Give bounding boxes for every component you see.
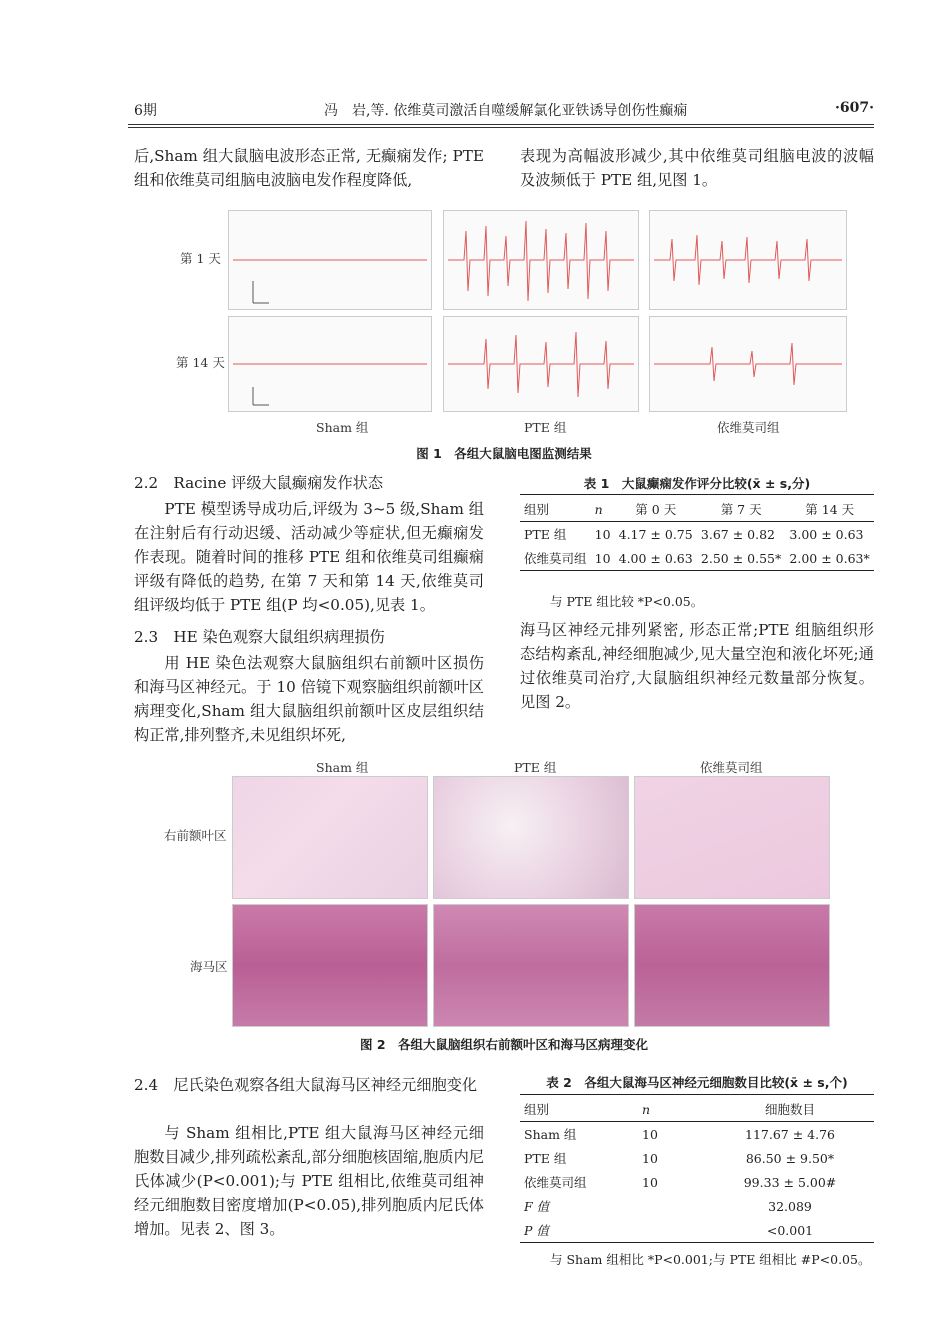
- fig1-col-label-everolimus: 依维莫司组: [717, 420, 780, 435]
- table-cell: 4.17 ± 0.75: [618, 526, 693, 542]
- eeg-sham-day1: [228, 210, 432, 310]
- table-row: [520, 546, 874, 571]
- table1-header-cell: 第 14 天: [805, 502, 855, 517]
- running-header: [134, 96, 874, 120]
- table1-title: 表 1 大鼠癫痫发作评分比较(x̄ ± s,分): [583, 476, 811, 491]
- table-row: [520, 1146, 874, 1170]
- table-cell: [638, 1218, 706, 1243]
- table-row: [520, 522, 874, 547]
- table-cell: 10: [642, 1126, 658, 1142]
- table1: [520, 497, 874, 571]
- table2-title: 表 2 各组大鼠海马区神经元细胞数目比较(x̄ ± s,个): [546, 1075, 848, 1090]
- table1-header-cell: 第 0 天: [635, 502, 677, 517]
- he-sham-hippocampus-image: [232, 904, 428, 1027]
- table-cell: 32.089: [768, 1198, 812, 1214]
- table2-header-cell: n: [642, 1101, 651, 1117]
- section-2-3-right-text: 海马区神经元排列紧密, 形态正常;PTE 组脑组织形态结构紊乱,神经细胞减少,见大量空泡和液化坏死;通过依维莫司治疗,大鼠脑组织神经元数量部分恢复。见图 2。: [520, 621, 874, 711]
- table-cell: 依维莫司组: [524, 551, 587, 566]
- table1-note: 与 PTE 组比较 *P<0.05。: [550, 594, 704, 609]
- table2-header-row: [520, 1097, 874, 1122]
- table-cell: 10: [642, 1174, 658, 1190]
- he-pte-prefrontal-image: [433, 776, 629, 899]
- table2-note: 与 Sham 组相比 *P<0.001;与 PTE 组相比 #P<0.05。: [550, 1252, 871, 1267]
- table-cell: Sham 组: [524, 1127, 577, 1142]
- eeg-sham-day14: [228, 316, 432, 412]
- table-cell: 10: [642, 1150, 658, 1166]
- table-cell: 依维莫司组: [524, 1175, 587, 1190]
- he-everolimus-hippocampus-image: [634, 904, 830, 1027]
- running-title: 冯 岩,等. 依维莫司激活自噬缓解氯化亚铁诱导创伤性癫痫: [324, 103, 688, 119]
- section-2-2-text: PTE 模型诱导成功后,评级为 3~5 级,Sham 组在注射后有行动迟缓、活动减少等症状,但无癫痫发作表现。随着时间的推移 PTE 组和依维莫司组癫痫评级有降低的趋势, 在第 7 天和第 14 天,依维莫司组评级均低于 PTE 组(P 均<0.05),见表 1。: [134, 500, 484, 614]
- fig1-row-label-day1: 第 1 天: [180, 251, 221, 266]
- he-sham-prefrontal-image: [232, 776, 428, 899]
- fig2-col-label-sham: Sham 组: [316, 760, 369, 775]
- section-2-3-heading: 2.3 HE 染色观察大鼠组织病理损伤: [134, 628, 385, 646]
- he-pte-hippocampus-image: [433, 904, 629, 1027]
- table-cell: [638, 1194, 706, 1218]
- fig2-row-label-prefrontal: 右前额叶区: [164, 828, 227, 843]
- section-2-4-text: 与 Sham 组相比,PTE 组大鼠海马区神经元细胞数目减少,排列疏松紊乱,部分细胞核固缩,胞质内尼氏体减少(P<0.001);与 PTE 组相比,依维莫司组神经元细胞数目密度增加(P<0.05),排列胞质内尼氏体增加。见表 2、图 3。: [134, 1124, 484, 1238]
- table-row: [520, 1218, 874, 1243]
- table-cell: 99.33 ± 5.00#: [743, 1174, 837, 1190]
- eeg-everolimus-day14: [649, 316, 847, 412]
- header-rule: [128, 124, 874, 125]
- page-number: ·607·: [835, 100, 874, 116]
- table-cell: 10: [594, 550, 611, 566]
- section-2-2-heading: 2.2 Racine 评级大鼠癫痫发作状态: [134, 474, 384, 492]
- table-cell: 10: [594, 526, 611, 542]
- table-cell: 86.50 ± 9.50*: [745, 1150, 835, 1166]
- table-row: [520, 1122, 874, 1147]
- intro-right-text: 表现为高幅波形减少,其中依维莫司组脑电波的波幅及波频低于 PTE 组,见图 1。: [520, 147, 874, 189]
- table1-header-cell: n: [594, 501, 603, 517]
- fig2-col-label-everolimus: 依维莫司组: [700, 760, 763, 775]
- fig2-col-label-pte: PTE 组: [514, 760, 557, 775]
- fig1-col-label-pte: PTE 组: [524, 420, 567, 435]
- header-rule-2: [128, 127, 874, 128]
- issue-number: 6期: [134, 103, 157, 119]
- eeg-pte-day14: [443, 316, 639, 412]
- eeg-everolimus-day1: [649, 210, 847, 310]
- he-everolimus-prefrontal-image: [634, 776, 830, 899]
- fig1-row-label-day14: 第 14 天: [176, 355, 225, 370]
- table-row: [520, 1170, 874, 1194]
- fig1-col-label-sham: Sham 组: [316, 420, 369, 435]
- figure1-caption: 图 1 各组大鼠脑电图监测结果: [416, 446, 592, 461]
- table1-header-cell: 组别: [524, 502, 550, 517]
- table-cell: 117.67 ± 4.76: [745, 1126, 835, 1142]
- table-cell: PTE 组: [524, 1151, 567, 1166]
- table-cell: PTE 组: [524, 527, 567, 542]
- table-cell: <0.001: [766, 1222, 814, 1238]
- table-cell: 3.67 ± 0.82: [700, 526, 775, 542]
- table-cell: P 值: [524, 1223, 549, 1238]
- table2-header-cell: 细胞数目: [764, 1102, 815, 1117]
- table-cell: 2.50 ± 0.55*: [700, 550, 782, 566]
- fig2-row-label-hippocampus: 海马区: [190, 959, 228, 974]
- table1-top-rule: [520, 494, 874, 495]
- table-cell: 4.00 ± 0.63: [618, 550, 693, 566]
- intro-left-text: 后,Sham 组大鼠脑电波形态正常, 无癫痫发作; PTE 组和依维莫司组脑电波脑电发作程度降低,: [134, 147, 484, 189]
- table2-header-cell: 组别: [524, 1102, 550, 1117]
- table-cell: 2.00 ± 0.63*: [789, 550, 870, 566]
- table2: [520, 1097, 874, 1243]
- table-cell: F 值: [524, 1199, 550, 1214]
- section-2-3-text: 用 HE 染色法观察大鼠脑组织右前额叶区损伤和海马区神经元。于 10 倍镜下观察脑组织前额叶区病理变化,Sham 组大鼠脑组织前额叶区皮层组织结构正常,排列整齐,未见组织坏死,: [134, 654, 484, 744]
- table-row: [520, 1194, 874, 1218]
- table1-header-row: [520, 497, 874, 522]
- figure2-caption: 图 2 各组大鼠脑组织右前额叶区和海马区病理变化: [359, 1037, 649, 1052]
- eeg-pte-day1: [443, 210, 639, 310]
- table1-header-cell: 第 7 天: [720, 502, 762, 517]
- table-cell: 3.00 ± 0.63: [789, 526, 864, 542]
- table2-top-rule: [520, 1094, 874, 1095]
- section-2-4-heading: 2.4 尼氏染色观察各组大鼠海马区神经元细胞变化: [134, 1076, 478, 1094]
